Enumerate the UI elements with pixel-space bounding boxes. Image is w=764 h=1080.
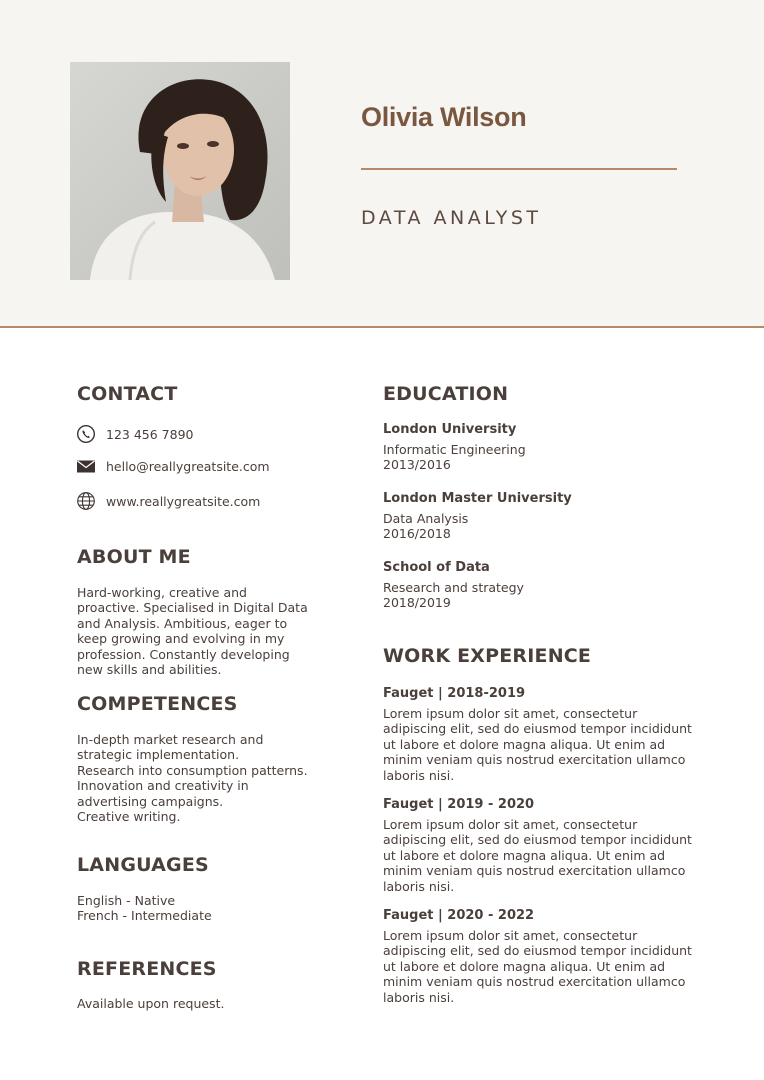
education-heading: EDUCATION — [383, 383, 509, 405]
education-detail-1: Informatic Engineering 2013/2016 — [383, 442, 526, 473]
references-text: Available upon request. — [77, 996, 225, 1011]
contact-heading: CONTACT — [77, 383, 178, 405]
education-school-2: London Master University — [383, 491, 572, 506]
globe-icon — [76, 491, 96, 511]
resume-header — [0, 0, 764, 328]
job-title: DATA ANALYST — [361, 207, 542, 229]
work-description-1: Lorem ipsum dolor sit amet, consectetur adipiscing elit, sed do eiusmod tempor incididunt ut labore et dolore magna aliqua. Ut enim ad minim veniam quis nostrud exercitation ullamco laboris nisi. — [383, 706, 692, 783]
email-icon — [76, 456, 96, 476]
languages-text: English - Native French - Intermediate — [77, 893, 212, 924]
work-description-3: Lorem ipsum dolor sit amet, consectetur adipiscing elit, sed do eiusmod tempor incididunt ut labore et dolore magna aliqua. Ut enim ad minim veniam quis nostrud exercitation ullamco laboris nisi. — [383, 928, 692, 1005]
candidate-name: Olivia Wilson — [361, 102, 527, 132]
about-heading: ABOUT ME — [77, 546, 191, 568]
references-heading: REFERENCES — [77, 958, 217, 980]
website-text: www.reallygreatsite.com — [106, 494, 261, 509]
work-heading: WORK EXPERIENCE — [383, 645, 592, 667]
work-title-1: Fauget | 2018-2019 — [383, 686, 526, 701]
education-detail-2: Data Analysis 2016/2018 — [383, 511, 469, 542]
work-title-3: Fauget | 2020 - 2022 — [383, 908, 535, 923]
languages-heading: LANGUAGES — [77, 854, 209, 876]
competences-heading: COMPETENCES — [77, 693, 238, 715]
about-text: Hard-working, creative and proactive. Specialised in Digital Data and Analysis. Ambitious, eager to keep growing and evolving in my profession. Constantly developing new skills and abilities. — [77, 585, 308, 678]
name-divider — [361, 168, 677, 170]
competences-text: In-depth market research and strategic implementation. Research into consumption patterns. Innovation and creativity in advertising campaigns. Creative writing. — [77, 732, 308, 825]
profile-photo — [70, 62, 290, 280]
education-school-3: School of Data — [383, 560, 490, 575]
education-detail-3: Research and strategy 2018/2019 — [383, 580, 524, 611]
portrait-image — [70, 62, 290, 280]
phone-text: 123 456 7890 — [106, 427, 194, 442]
phone-icon — [76, 424, 96, 444]
work-description-2: Lorem ipsum dolor sit amet, consectetur adipiscing elit, sed do eiusmod tempor incididunt ut labore et dolore magna aliqua. Ut enim ad minim veniam quis nostrud exercitation ullamco laboris nisi. — [383, 817, 692, 894]
work-title-2: Fauget | 2019 - 2020 — [383, 797, 535, 812]
email-text: hello@reallygreatsite.com — [106, 459, 270, 474]
education-school-1: London University — [383, 422, 517, 437]
